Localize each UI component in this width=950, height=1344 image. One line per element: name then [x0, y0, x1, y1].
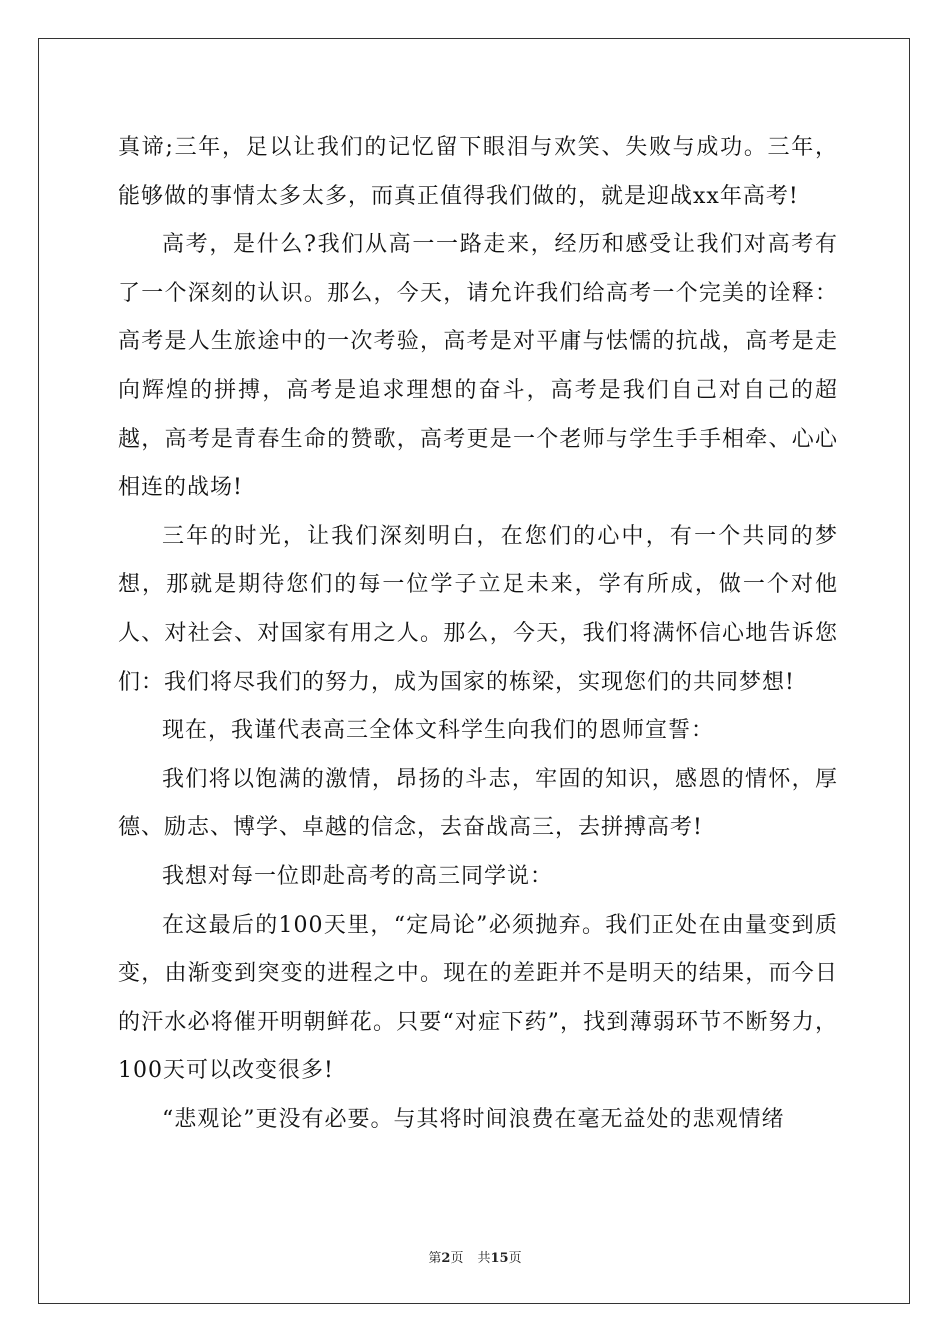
total-suffix: 页	[508, 1251, 522, 1266]
paragraph-4: 现在，我谨代表高三全体文科学生向我们的恩师宣誓：	[162, 718, 715, 744]
total-pages: 15	[490, 1251, 509, 1266]
document-body	[118, 124, 838, 1144]
page-number: 2	[441, 1251, 451, 1266]
page-suffix: 页	[450, 1251, 464, 1266]
paragraph-1: 真谛;三年，足以让我们的记忆留下眼泪与欢笑、失败与成功。三年，能够做的事情太多太多，而真正值得我们做的，就是迎战xx年高考!	[118, 135, 838, 209]
paragraph-3: 三年的时光，让我们深刻明白，在您们的心中，有一个共同的梦想，那就是期待您们的每一位学子立足未来，学有所成，做一个对他人、对社会、对国家有用之人。那么，今天，我们将满怀信心地告诉您们：我们将尽我们的努力，成为国家的栋梁，实现您们的共同梦想!	[118, 523, 838, 695]
paragraph-6: 我想对每一位即赴高考的高三同学说：	[162, 863, 554, 889]
paragraph-8: “悲观论”更没有必要。与其将时间浪费在毫无益处的悲观情绪	[162, 1106, 785, 1132]
paragraph-5: 我们将以饱满的激情，昂扬的斗志，牢固的知识，感恩的情怀，厚德、励志、博学、卓越的信念，去奋战高三，去拼搏高考!	[118, 766, 838, 841]
total-prefix: 共	[477, 1251, 491, 1266]
page-prefix: 第	[428, 1251, 442, 1266]
paragraph-7: 在这最后的100天里，“定局论”必须抛弃。我们正处在由量变到质变，由渐变到突变的进程之中。现在的差距并不是明天的结果，而今日的汗水必将催开明朝鲜花。只要“对症下药”，找到薄弱环节不断努力，100天可以改变很多!	[118, 912, 838, 1084]
page-footer	[0, 1247, 950, 1266]
paragraph-2: 高考，是什么?我们从高一一路走来，经历和感受让我们对高考有了一个深刻的认识。那么，今天，请允许我们给高考一个完美的诠释：高考是人生旅途中的一次考验，高考是对平庸与怯懦的抗战，高考是走向辉煌的拼搏，高考是追求理想的奋斗，高考是我们自己对自己的超越，高考是青春生命的赞歌，高考更是一个老师与学生手手相牵、心心相连的战场!	[118, 232, 838, 501]
